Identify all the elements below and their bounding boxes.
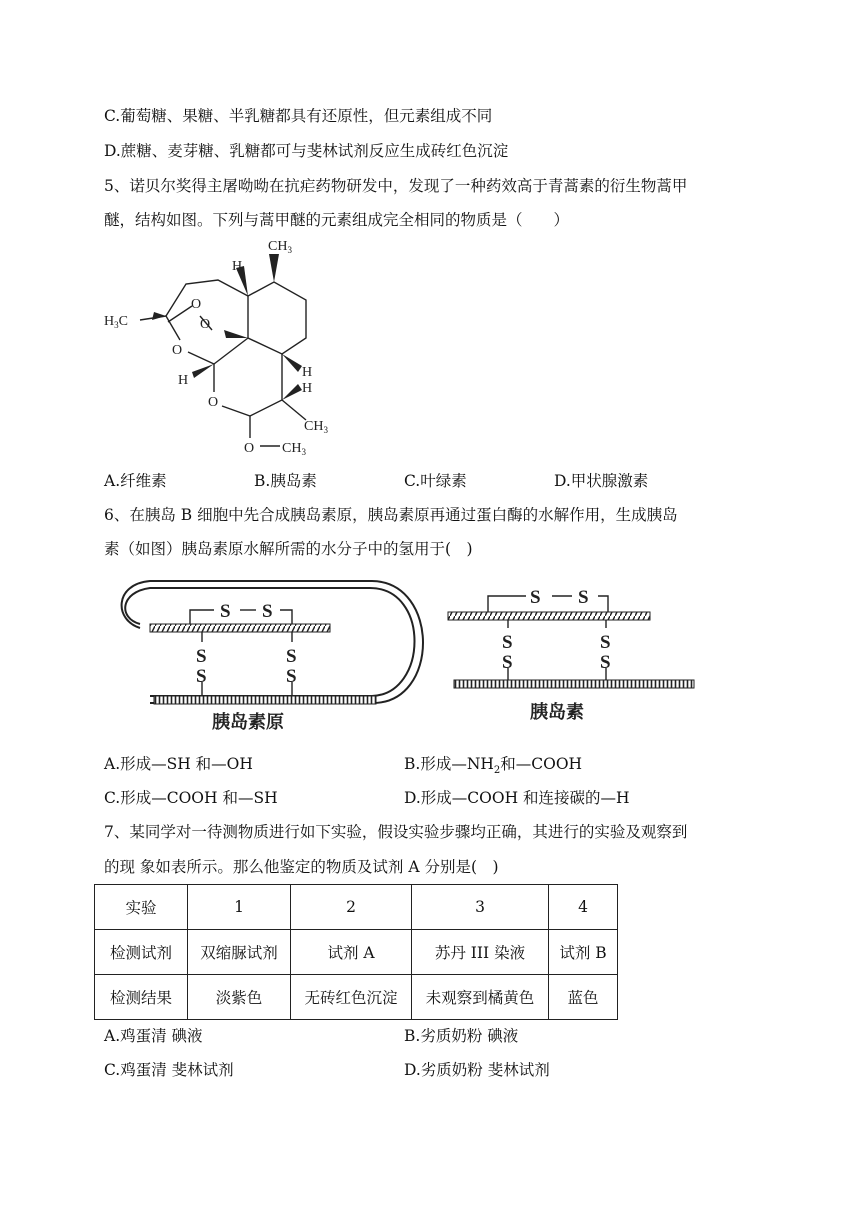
proinsulin-b-chain — [154, 696, 376, 704]
o-pyran-label: O — [208, 395, 219, 410]
disulfide-s-6: S — [286, 666, 297, 687]
q6-stem-line2: 素（如图）胰岛素原水解所需的水分子中的氢用于( ) — [104, 540, 473, 558]
insulin-figure — [110, 566, 710, 736]
insulin-s-5: S — [600, 632, 611, 653]
o-methoxy-label: O — [244, 441, 255, 456]
artemether-structure — [96, 234, 356, 462]
table-cell: 3 — [412, 885, 549, 930]
proinsulin-a-chain — [150, 624, 330, 632]
q4-option-d: D.蔗糖、麦芽糖、乳糖都可与斐林试剂反应生成砖红色沉淀 — [104, 142, 509, 160]
table-cell: 2 — [291, 885, 412, 930]
table-cell: 检测试剂 — [95, 930, 188, 975]
q7-stem-line2: 的现 象如表所示。那么他鉴定的物质及试剂 A 分别是( ) — [104, 858, 499, 876]
q6-option-d: D.形成—COOH 和连接碳的—H — [404, 789, 630, 807]
ch3-top-label: $CH_3$ — [268, 239, 292, 255]
table-cell: 双缩脲试剂 — [188, 930, 291, 975]
o-ring-label: O — [172, 343, 183, 358]
table-cell: 蓝色 — [549, 975, 618, 1020]
q7-option-b: B.劣质奶粉 碘液 — [404, 1027, 519, 1045]
q5-option-b: B.胰岛素 — [254, 472, 317, 490]
table-cell: 淡紫色 — [188, 975, 291, 1020]
table-cell: 实验 — [95, 885, 188, 930]
proinsulin-label: 胰岛素原 — [212, 712, 284, 732]
table-cell: 1 — [188, 885, 291, 930]
q7-option-c: C.鸡蛋清 斐林试剂 — [104, 1061, 234, 1079]
table-cell: 苏丹 III 染液 — [412, 930, 549, 975]
disulfide-s-1: S — [220, 601, 231, 622]
h3c-left-label: $H_3C$ — [104, 314, 128, 330]
disulfide-s-4: S — [196, 666, 207, 687]
q4-option-c: C.葡萄糖、果糖、半乳糖都具有还原性，但元素组成不同 — [104, 107, 493, 125]
q5-option-a: A.纤维素 — [104, 472, 167, 490]
h-label-3: H — [302, 365, 313, 380]
h-label-1: H — [232, 259, 243, 274]
table-row — [95, 975, 618, 1020]
table-cell: 无砖红色沉淀 — [291, 975, 412, 1020]
insulin-a-chain — [448, 612, 650, 620]
q6-option-b: B.形成$—NH_2$和—COOH — [404, 755, 583, 777]
table-cell: 检测结果 — [95, 975, 188, 1020]
h-label-2: H — [178, 373, 189, 388]
table-cell: 试剂 A — [291, 930, 412, 975]
q7-stem-line1: 7、某同学对一待测物质进行如下实验，假设实验步骤均正确，其进行的实验及观察到 — [104, 823, 688, 841]
table-cell: 4 — [549, 885, 618, 930]
experiment-table — [94, 884, 618, 1020]
table-row — [95, 885, 618, 930]
disulfide-s-3: S — [196, 646, 207, 667]
q6-option-a: A.形成—SH 和—OH — [104, 755, 253, 773]
insulin-s-6: S — [600, 652, 611, 673]
q6-option-c: C.形成—COOH 和—SH — [104, 789, 278, 807]
o-peroxide-1: O — [191, 297, 202, 312]
proinsulin-c-peptide-loop — [122, 581, 423, 703]
insulin-label: 胰岛素 — [530, 702, 584, 722]
h-label-4: H — [302, 381, 313, 396]
insulin-b-chain — [454, 680, 694, 688]
o-peroxide-2: O — [200, 317, 211, 332]
q7-option-d: D.劣质奶粉 斐林试剂 — [404, 1061, 550, 1079]
table-cell: 未观察到橘黄色 — [412, 975, 549, 1020]
q7-option-a: A.鸡蛋清 碘液 — [104, 1027, 203, 1045]
disulfide-s-2: S — [262, 601, 273, 622]
disulfide-s-5: S — [286, 646, 297, 667]
table-row — [95, 930, 618, 975]
insulin-s-1: S — [530, 587, 541, 608]
insulin-s-2: S — [578, 587, 589, 608]
ch3-mid-label: $CH_3$ — [304, 419, 328, 435]
och3-label: $CH_3$ — [282, 441, 306, 457]
q5-stem-line1: 5、诺贝尔奖得主屠呦呦在抗疟药物研发中，发现了一种药效高于青蒿素的衍生物蒿甲 — [104, 177, 688, 195]
table-cell: 试剂 B — [549, 930, 618, 975]
insulin-s-3: S — [502, 632, 513, 653]
q6-stem-line1: 6、在胰岛 B 细胞中先合成胰岛素原，胰岛素原再通过蛋白酶的水解作用，生成胰岛 — [104, 506, 678, 524]
insulin-s-4: S — [502, 652, 513, 673]
q5-option-c: C.叶绿素 — [404, 472, 467, 490]
q5-stem-line2: 醚，结构如图。下列与蒿甲醚的元素组成完全相同的物质是（ ） — [104, 211, 570, 229]
q5-option-d: D.甲状腺激素 — [554, 472, 649, 490]
